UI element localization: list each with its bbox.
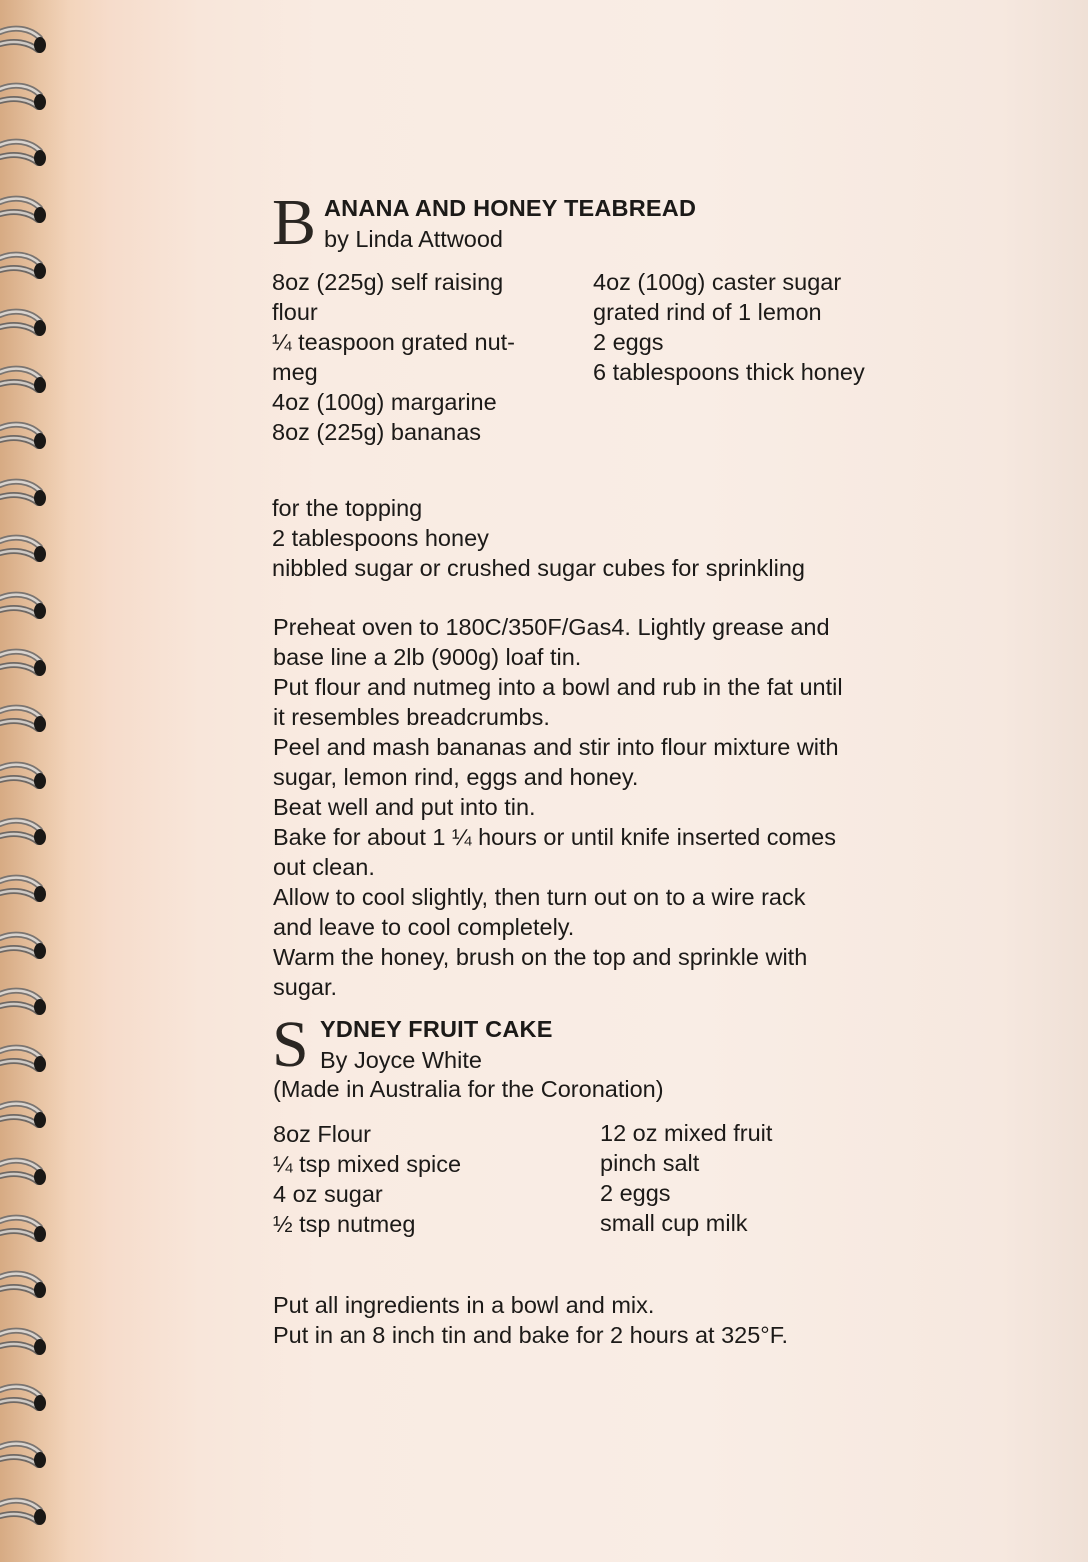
ingredient-line: small cup milk (600, 1210, 748, 1236)
ingredient-line: ¼ teaspoon grated nut- (272, 329, 516, 355)
ingredient-line: 8oz Flour (273, 1121, 371, 1147)
method-line: Beat well and put into tin. (273, 794, 536, 820)
ingredient-line: 6 tablespoons thick honey (593, 359, 865, 385)
method-line: Bake for about 1 ¼ hours or until knife inserted comes (273, 824, 837, 850)
binding-ring (0, 871, 52, 905)
binding-ring (0, 758, 52, 792)
method-section (273, 612, 843, 1002)
ingredient-line: 2 eggs (600, 1180, 671, 1206)
binding-ring (0, 701, 52, 735)
ingredient-line: 12 oz mixed fruit (600, 1120, 773, 1146)
binding-ring (0, 1097, 52, 1131)
ingredient-line: meg (272, 359, 318, 385)
binding-ring (0, 928, 52, 962)
binding-ring (0, 1324, 52, 1358)
dropcap-b: B (272, 186, 317, 259)
ingredients-right (593, 267, 865, 387)
recipe-title: ANANA AND HONEY TEABREAD (324, 195, 697, 221)
method-line: Put in an 8 inch tin and bake for 2 hours at 325°F. (273, 1322, 788, 1348)
method-line: Warm the honey, brush on the top and sprinkle with (273, 944, 808, 970)
topping-line: nibbled sugar or crushed sugar cubes for sprinkling (272, 555, 805, 581)
binding-ring (0, 22, 52, 56)
ingredient-line: flour (272, 299, 318, 325)
ingredients-right (600, 1118, 772, 1238)
method-line: base line a 2lb (900g) loaf tin. (273, 644, 582, 670)
ingredient-line: 4oz (100g) margarine (272, 389, 497, 415)
method-line: sugar. (273, 974, 338, 1000)
binding-ring (0, 192, 52, 226)
method-line: and leave to cool completely. (273, 914, 575, 940)
binding-ring (0, 984, 52, 1018)
binding-ring (0, 79, 52, 113)
method-line: out clean. (273, 854, 375, 880)
ingredient-line: 2 eggs (593, 329, 664, 355)
binding-ring (0, 362, 52, 396)
binding-ring (0, 1494, 52, 1528)
topping-line: for the topping (272, 495, 423, 521)
ingredients-left (272, 267, 515, 447)
method-line: Put flour and nutmeg into a bowl and rub in the fat until (273, 674, 843, 700)
binding-ring (0, 531, 52, 565)
method-line: Peel and mash bananas and stir into flour mixture with (273, 734, 839, 760)
ingredient-line: pinch salt (600, 1150, 700, 1176)
topping-line: 2 tablespoons honey (272, 525, 489, 551)
ingredient-line: grated rind of 1 lemon (593, 299, 822, 325)
binding-ring (0, 645, 52, 679)
binding-ring (0, 1154, 52, 1188)
binding-ring (0, 1041, 52, 1075)
binding-ring (0, 1380, 52, 1414)
method-line: Put all ingredients in a bowl and mix. (273, 1292, 655, 1318)
method-section (273, 1290, 788, 1350)
method-line: it resembles breadcrumbs. (273, 704, 550, 730)
ingredient-line: 8oz (225g) self raising (272, 269, 504, 295)
binding-ring (0, 1211, 52, 1245)
binding-ring (0, 814, 52, 848)
ingredient-line: 4 oz sugar (273, 1181, 383, 1207)
binding-ring (0, 418, 52, 452)
binding-ring (0, 588, 52, 622)
ingredient-line: ¼ tsp mixed spice (273, 1151, 462, 1177)
dropcap-s: S (272, 1008, 309, 1081)
recipe-note: (Made in Australia for the Coronation) (273, 1076, 664, 1102)
ingredient-line: 4oz (100g) caster sugar (593, 269, 842, 295)
recipe-byline: by Linda Attwood (324, 226, 503, 252)
binding-ring (0, 1437, 52, 1471)
binding-ring (0, 248, 52, 282)
recipe-byline: By Joyce White (320, 1047, 482, 1073)
binding-ring (0, 135, 52, 169)
binding-ring (0, 305, 52, 339)
recipe-title: YDNEY FRUIT CAKE (320, 1016, 553, 1042)
binding-ring (0, 1267, 52, 1301)
method-line: Allow to cool slightly, then turn out on to a wire rack (273, 884, 806, 910)
ingredients-left (273, 1119, 461, 1239)
topping-section (272, 493, 805, 583)
ingredient-line: ½ tsp nutmeg (273, 1211, 416, 1237)
method-line: sugar, lemon rind, eggs and honey. (273, 764, 639, 790)
binding-ring (0, 475, 52, 509)
method-line: Preheat oven to 180C/350F/Gas4. Lightly grease and (273, 614, 830, 640)
ingredient-line: 8oz (225g) bananas (272, 419, 482, 445)
